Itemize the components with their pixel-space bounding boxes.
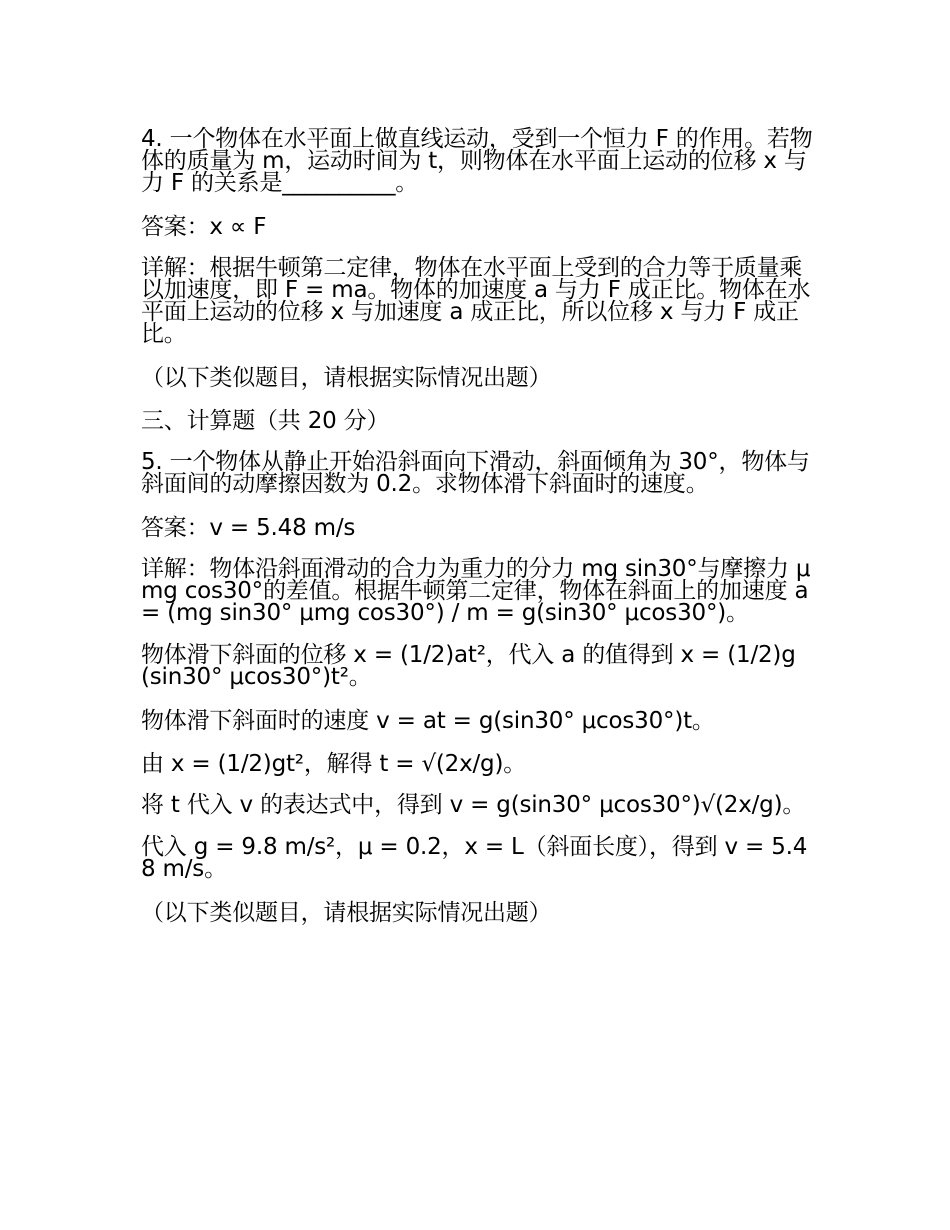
note-similar-questions: （以下类似题目，请根据实际情况出题） (141, 365, 552, 391)
section-heading-calculation: 三、计算题（共 20 分） (141, 408, 390, 434)
question-5: 5. 一个物体从静止开始沿斜面向下滑动，斜面倾角为 30°，物体与斜面间的动摩擦因数为 0.2。求物体滑下斜面时的速度。 (141, 449, 810, 497)
question-5-result: 代入 g = 9.8 m/s²，μ = 0.2，x = L（斜面长度），得到 v = 5.48 m/s。 (141, 834, 808, 882)
document-page (141, 128, 813, 943)
question-5-explanation: 详解：物体沿斜面滑动的合力为重力的分力 mg sin30°与摩擦力 μmg cos30°的差值。根据牛顿第二定律，物体在斜面上的加速度 a = (mg sin30° μmg cos30°) / m = g(sin30° μcos30°)。 (141, 556, 811, 626)
question-4-answer: 答案：x ∝ F (141, 214, 267, 240)
question-5-substitute: 将 t 代入 v 的表达式中，得到 v = g(sin30° μcos30°)√(2x/g)。 (141, 792, 806, 818)
question-5-time: 由 x = (1/2)gt²，解得 t = √(2x/g)。 (141, 751, 527, 777)
question-4-explanation: 详解：根据牛顿第二定律，物体在水平面上受到的合力等于质量乘以加速度，即 F = ma。物体的加速度 a 与力 F 成正比。物体在水平面上运动的位移 x 与加速度 a 成正比，所以位移 x 与力 F 成正比。 (141, 255, 811, 347)
question-5-displacement: 物体滑下斜面的位移 x = (1/2)at²，代入 a 的值得到 x = (1/2)g(sin30° μcos30°)t²。 (141, 642, 796, 690)
note-similar-questions-2: （以下类似题目，请根据实际情况出题） (141, 900, 552, 926)
question-5-velocity: 物体滑下斜面时的速度 v = at = g(sin30° μcos30°)t。 (141, 708, 715, 734)
question-4: 4. 一个物体在水平面上做直线运动，受到一个恒力 F 的作用。若物体的质量为 m，运动时间为 t，则物体在水平面上运动的位移 x 与力 F 的关系是__________。 (141, 126, 813, 196)
question-5-answer: 答案：v = 5.48 m/s (141, 515, 356, 541)
